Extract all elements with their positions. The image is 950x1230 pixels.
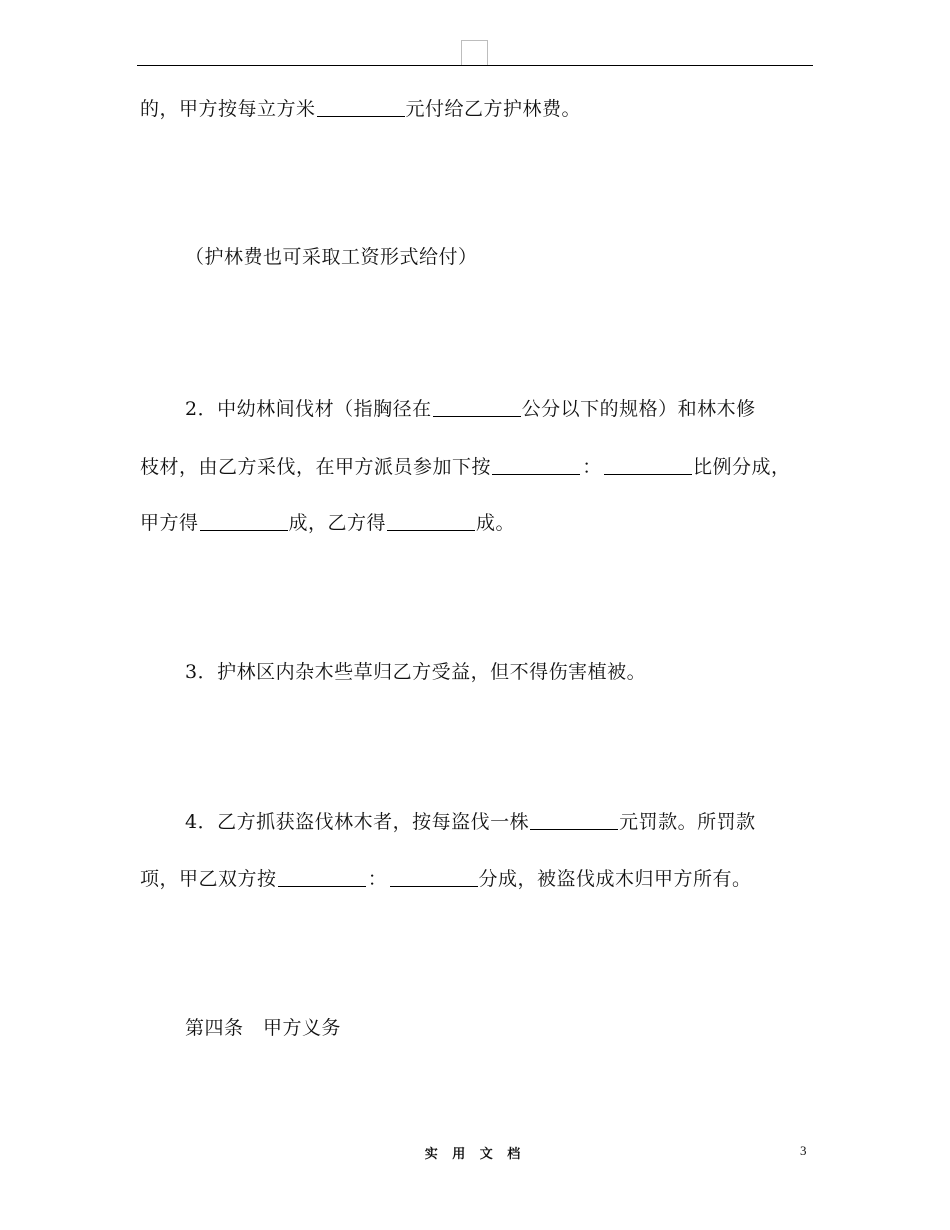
fill-blank xyxy=(433,398,521,417)
text-segment: 的，甲方按每立方米 xyxy=(140,98,316,120)
item4-line-1 xyxy=(185,810,756,834)
text-segment: 分成，被盗伐成木归甲方所有。 xyxy=(478,868,752,890)
fill-blank xyxy=(317,98,405,117)
article-4-title: 第四条 甲方义务 xyxy=(185,1017,342,1039)
text-segment: 枝材，由乙方采伐，在甲方派员参加下按 xyxy=(140,456,492,478)
header-page-box xyxy=(461,40,488,65)
text-segment: 元付给乙方护林费。 xyxy=(405,98,582,120)
text-segment: 4．乙方抓获盗伐林木者，按每盗伐一株 xyxy=(185,811,530,833)
item2-line-2 xyxy=(140,455,791,479)
text-segment: 项，甲乙双方按 xyxy=(140,868,277,890)
article-heading xyxy=(185,1016,341,1040)
fill-blank xyxy=(530,811,618,830)
item3-text: 3．护林区内杂木些草归乙方受益，但不得伤害植被。 xyxy=(185,661,647,683)
ratio-colon: ： xyxy=(367,868,388,890)
ratio-colon: ： xyxy=(582,456,602,478)
fill-blank xyxy=(604,456,692,475)
text-segment: 元罚款。所罚款 xyxy=(619,811,756,833)
item4-line-2 xyxy=(140,867,752,891)
text-segment: 成，乙方得 xyxy=(288,512,387,534)
header-rule xyxy=(137,65,813,66)
note-line xyxy=(185,245,478,269)
fill-blank xyxy=(200,512,288,531)
fill-blank xyxy=(387,512,475,531)
item2-line-3 xyxy=(140,511,515,535)
footer-label: 实 用 文 档 xyxy=(424,1147,526,1162)
text-segment: 甲方得 xyxy=(140,512,199,534)
paragraph-line-1 xyxy=(140,97,581,121)
text-segment: 成。 xyxy=(476,512,516,534)
page-number: 3 xyxy=(800,1143,807,1158)
text-segment: 2．中幼林间伐材（指胸径在 xyxy=(185,398,432,420)
text-segment: 公分以下的规格）和林木修 xyxy=(521,398,756,420)
note-text: （护林费也可采取工资形式给付） xyxy=(185,246,478,268)
fill-blank xyxy=(278,868,366,887)
fill-blank xyxy=(492,456,580,475)
item2-line-1 xyxy=(185,397,756,421)
text-segment: 比例分成， xyxy=(693,456,791,478)
fill-blank xyxy=(390,868,478,887)
item3-line xyxy=(185,660,646,684)
